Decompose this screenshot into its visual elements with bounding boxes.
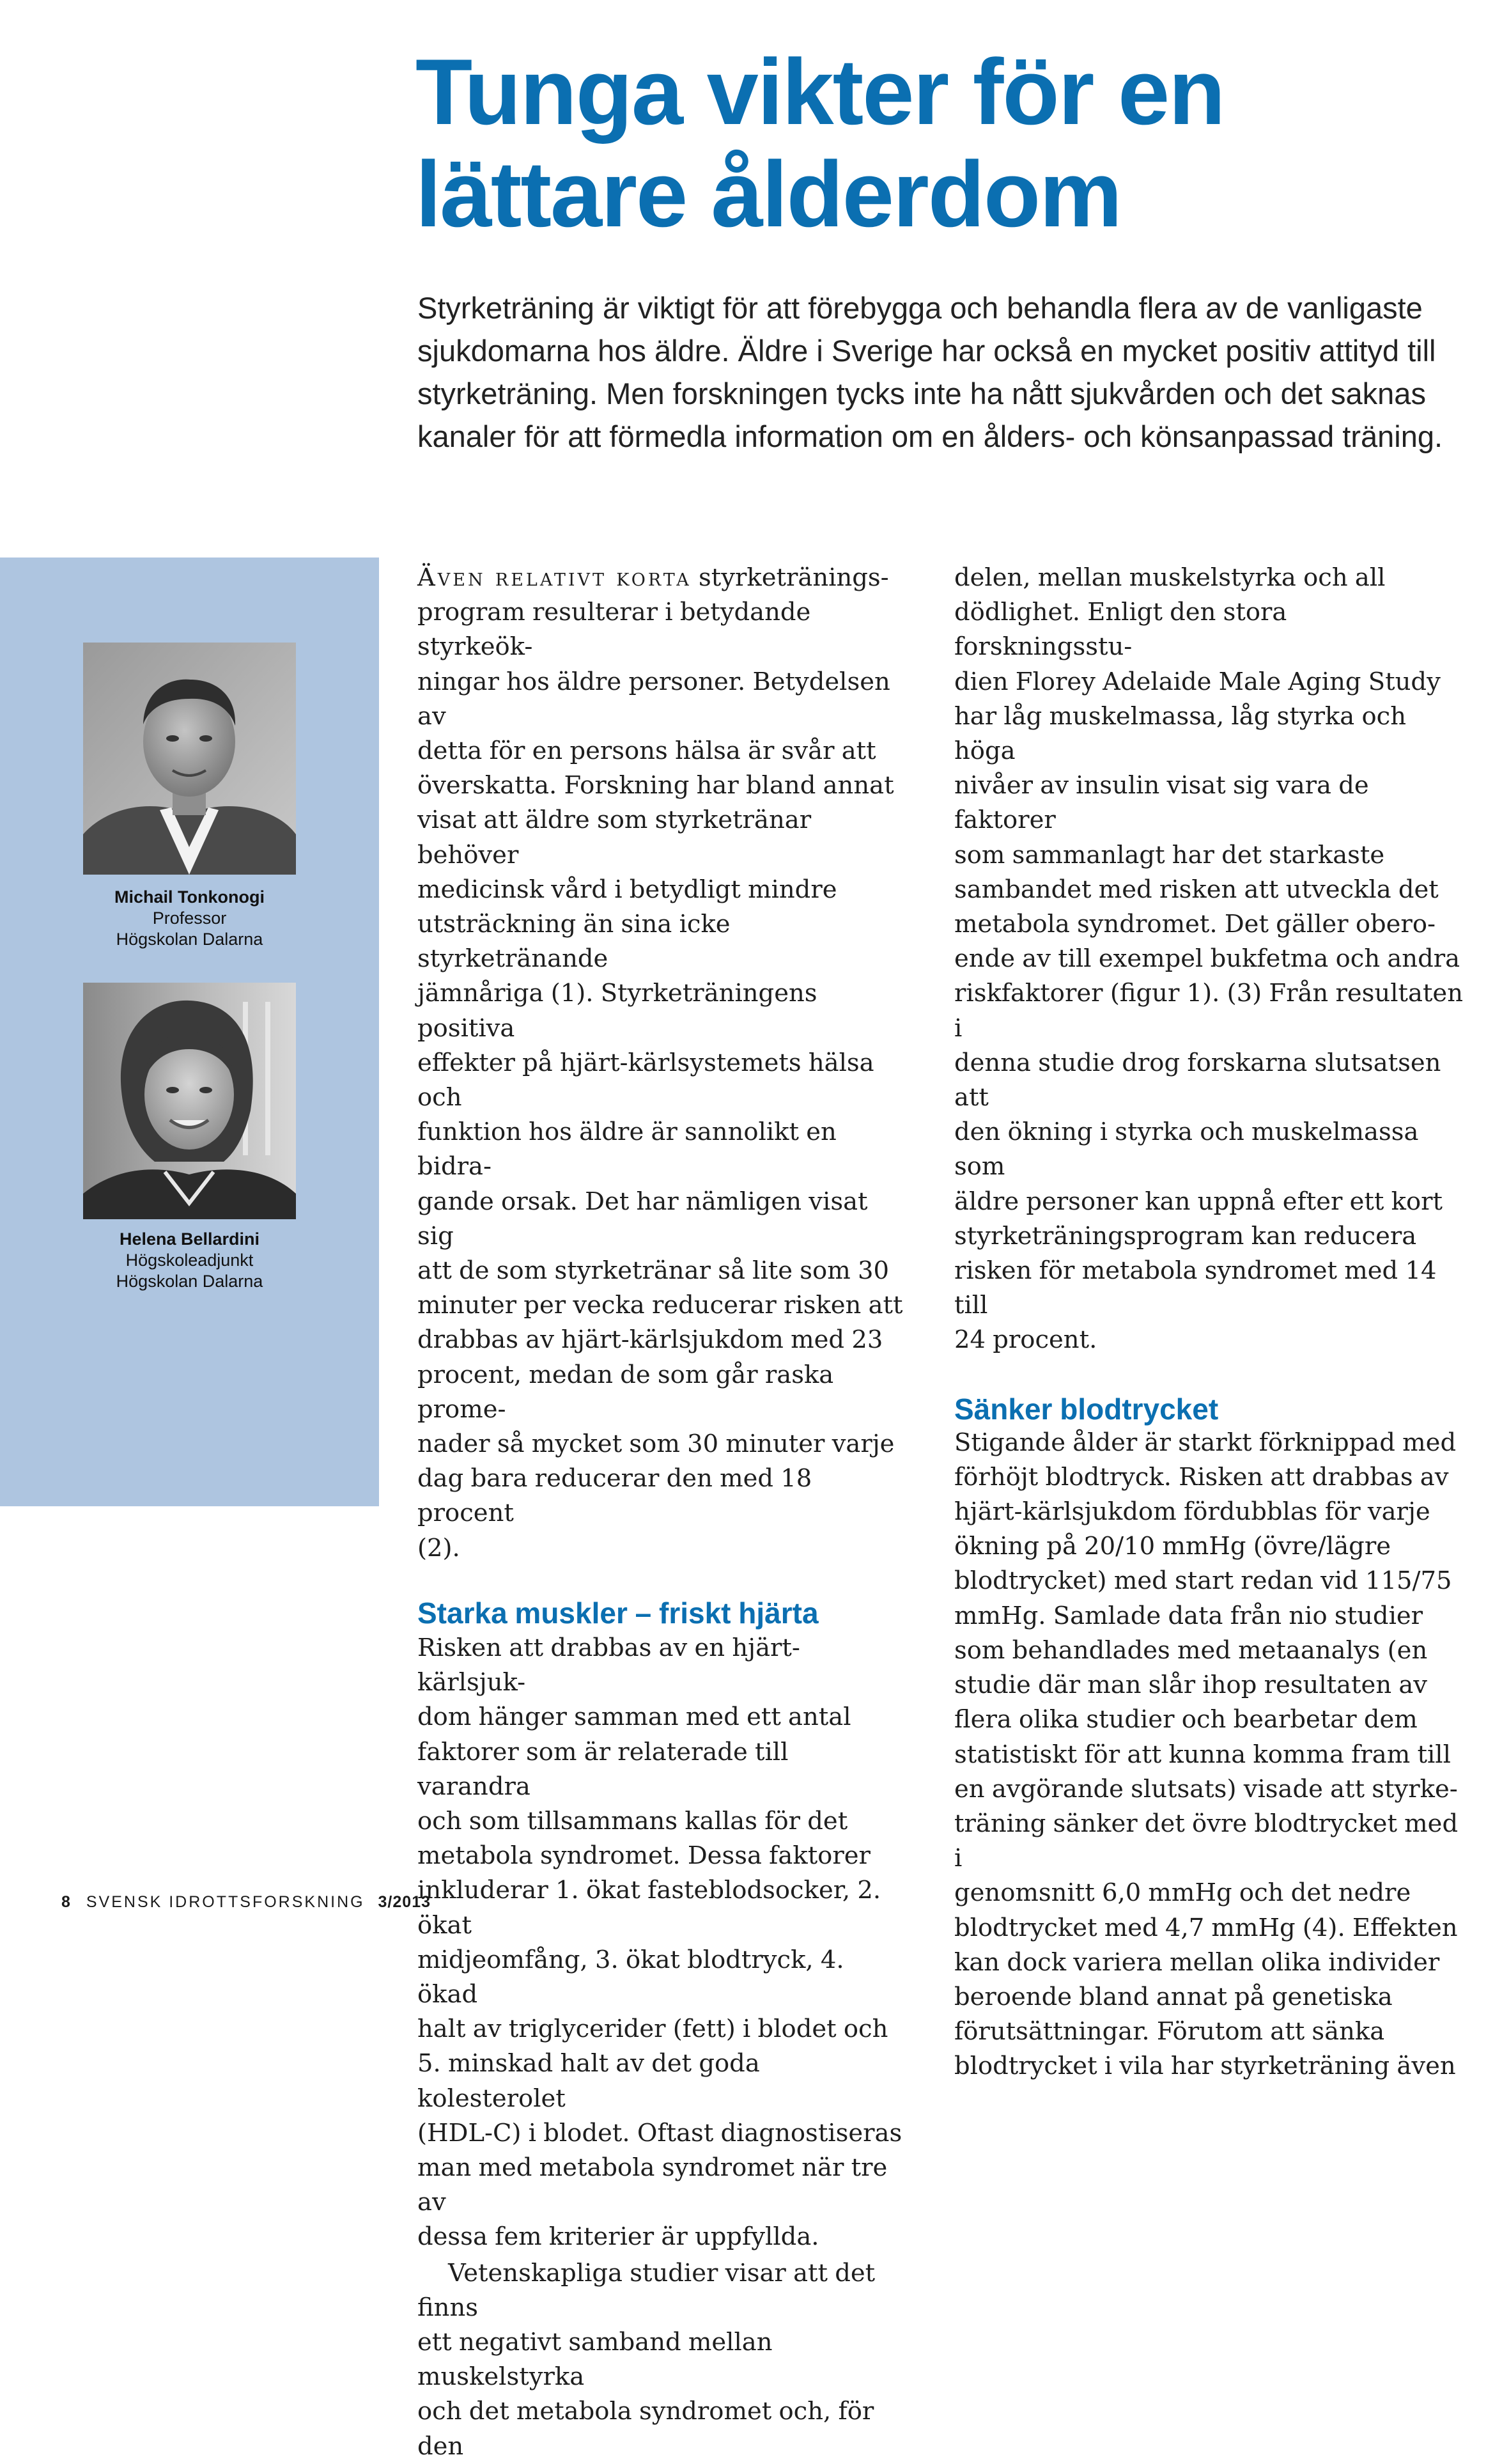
- article-title: Tunga vikter för en lättare ålderdom: [415, 40, 1225, 246]
- author-role: Högskoleadjunkt: [125, 1251, 254, 1270]
- paragraph-text: styrketränings- program resulterar i betydande styrkeök- ningar hos äldre personer. Betydelsen av detta för en persons hälsa är svår att överskatta. Forskning har bland annat visat att äldre som styrketränar behöver medicinsk vård i betydligt mindre utsträckning än sina icke styrketränande jämnåriga (1). Styrketräningens positiva effekter på hjärt-kärlsystemets hälsa och funktion hos äldre är sannolikt en bidra- gande orsak. Det har nämligen visat sig att de som styrketränar så lite som 30 minuter per vecka reducerar risken att drabbas av hjärt-kärlsjukdom med 23 procent, medan de som går raska prome- nader så mycket som 30 minuter varje dag bara reducerar den med 18 procent (2).: [417, 563, 903, 1563]
- body-paragraph: Risken att drabbas av en hjärt-kärlsjuk- dom hänger samman med ett antal faktorer som är relaterade till varandra och som tillsammans kallas för det metabola syndromet. Dessa faktorer inkluderar 1. ökat fasteblodsocker, 2. ökat midjeomfång, 3. ökat blodtryck, 4. ökad halt av triglycerider (fett) i blodet och 5. minskad halt av det goda kolesterolet (HDL-C) i blodet. Oftast diagnostiseras man med metabola syndromet när tre av dessa fem kriterier är uppfyllda.: [417, 1633, 902, 2252]
- intro-smallcaps: Även relativt korta: [417, 563, 692, 592]
- author-name: Helena Bellardini: [119, 1229, 260, 1249]
- page-number: 8: [61, 1893, 70, 1911]
- section-heading: Starka muskler – friskt hjärta: [417, 1596, 819, 1630]
- author-affiliation: Högskolan Dalarna: [116, 1272, 263, 1291]
- author-caption-tonkonogi: [83, 887, 296, 950]
- author-name: Michail Tonkonogi: [114, 887, 265, 907]
- body-column-2: [954, 561, 1471, 2084]
- body-paragraph: delen, mellan muskelstyrka och all dödlighet. Enligt den stora forskningsstu- dien Florey Adelaide Male Aging Study har låg muskelmassa, låg styrka och höga nivåer av insulin visat sig vara de faktorer som sammanlagt har det starkaste sambandet med risken att utveckla det metabola syndromet. Det gäller obero- ende av till exempel bukfetma och andra riskfaktorer (figur 1). (3) Från resultaten i denna studie drog forskarna slutsatsen att den ökning i styrka och muskelmassa som äldre personer kan uppnå efter ett kort styrketräningsprogram kan reducera risken för metabola syndromet med 14 till 24 procent.: [954, 563, 1463, 1355]
- author-photo-bellardini: [83, 983, 296, 1219]
- section-heading: Sänker blodtrycket: [954, 1392, 1219, 1426]
- body-paragraph: [417, 561, 903, 1566]
- body-paragraph: Stigande ålder är starkt förknippad med förhöjt blodtryck. Risken att drabbas av hjärt-kärlsjukdom fördubblas för varje ökning på 20/10 mmHg (övre/lägre blodtrycket) med start redan vid 115/75 mmHg. Samlade data från nio studier som behandlades med metaanalys (en studie där man slår ihop resultaten av flera olika studier och bearbetar dem statistiskt för att kunna komma fram till en avgörande slutsats) visade att styrke- träning sänker det övre blodtrycket med i genomsnitt 6,0 mmHg och det nedre blodtrycket med 4,7 mmHg (4). Effekten kan dock variera mellan olika individer beroende bland annat på genetiska förutsättningar. Förutom att sänka blodtrycket i vila har styrketräning även: [954, 1428, 1459, 2081]
- page-footer: [61, 1893, 431, 1912]
- author-role: Professor: [152, 908, 227, 928]
- issue-number: 3/2013: [378, 1893, 431, 1911]
- author-caption-bellardini: [83, 1229, 296, 1292]
- author-photo-tonkonogi: [83, 643, 296, 875]
- body-column-1: [417, 561, 903, 2464]
- body-paragraph: Vetenskapliga studier visar att det finns ett negativt samband mellan muskelstyrka och det metabola syndromet och, för den: [417, 2258, 876, 2461]
- article-lead: Styrketräning är viktigt för att förebygga och behandla flera av de vanligaste sjukdomarna hos äldre. Äldre i Sverige har också en mycket positiv attityd till styrketräning. Men forskningen tycks inte ha nått sjukvården och det saknas kanaler för att förmedla information om en ålders- och könsanpassad träning.: [417, 291, 1443, 453]
- magazine-name: SVENSK IDROTTSFORSKNING: [86, 1893, 365, 1911]
- author-affiliation: Högskolan Dalarna: [116, 930, 263, 949]
